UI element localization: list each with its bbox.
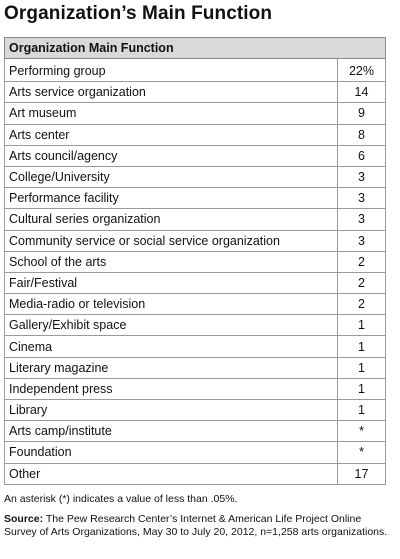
function-percent: 1 xyxy=(338,400,386,421)
function-label: Community service or social service organization xyxy=(5,230,338,251)
main-function-table xyxy=(4,37,386,485)
table-row xyxy=(5,357,386,378)
table-row xyxy=(5,315,386,336)
function-label: Performing group xyxy=(5,59,338,82)
table-row xyxy=(5,145,386,166)
page-title: Organization’s Main Function xyxy=(4,3,273,24)
function-percent: 2 xyxy=(338,272,386,293)
function-percent: 9 xyxy=(338,103,386,124)
function-label: College/University xyxy=(5,166,338,187)
function-percent: 1 xyxy=(338,357,386,378)
function-percent: 17 xyxy=(338,463,386,484)
table-row xyxy=(5,209,386,230)
asterisk-note: An asterisk (*) indicates a value of less than .05%. xyxy=(4,493,238,505)
function-percent: 3 xyxy=(338,209,386,230)
table-row xyxy=(5,294,386,315)
function-percent: 1 xyxy=(338,315,386,336)
table-row xyxy=(5,82,386,103)
function-percent: * xyxy=(338,421,386,442)
function-label: Performance facility xyxy=(5,188,338,209)
function-label: Library xyxy=(5,400,338,421)
table-row xyxy=(5,251,386,272)
function-label: Arts center xyxy=(5,124,338,145)
table-row xyxy=(5,336,386,357)
function-percent: 22% xyxy=(338,59,386,82)
function-label: School of the arts xyxy=(5,251,338,272)
function-percent: 2 xyxy=(338,251,386,272)
table-row xyxy=(5,378,386,399)
source-note xyxy=(4,513,392,539)
table-row xyxy=(5,463,386,484)
function-label: Arts council/agency xyxy=(5,145,338,166)
source-text: The Pew Research Center’s Internet & American Life Project Online Survey of Arts Organizations, May 30 to July 20, 2012, n=1,258 arts organizations. xyxy=(4,513,388,538)
table-row xyxy=(5,442,386,463)
function-percent: 1 xyxy=(338,336,386,357)
function-label: Arts camp/institute xyxy=(5,421,338,442)
table-row xyxy=(5,188,386,209)
table-row xyxy=(5,400,386,421)
table-row xyxy=(5,166,386,187)
table-row xyxy=(5,103,386,124)
function-label: Cinema xyxy=(5,336,338,357)
table-row xyxy=(5,272,386,293)
function-percent: * xyxy=(338,442,386,463)
function-percent: 1 xyxy=(338,378,386,399)
table-row xyxy=(5,59,386,82)
function-label: Other xyxy=(5,463,338,484)
function-percent: 2 xyxy=(338,294,386,315)
function-label: Fair/Festival xyxy=(5,272,338,293)
function-label: Independent press xyxy=(5,378,338,399)
table-body xyxy=(5,59,386,485)
function-label: Arts service organization xyxy=(5,82,338,103)
function-label: Literary magazine xyxy=(5,357,338,378)
function-label: Media-radio or television xyxy=(5,294,338,315)
function-percent: 3 xyxy=(338,166,386,187)
table-header: Organization Main Function xyxy=(5,38,386,59)
function-label: Cultural series organization xyxy=(5,209,338,230)
table-row xyxy=(5,421,386,442)
function-label: Art museum xyxy=(5,103,338,124)
function-percent: 14 xyxy=(338,82,386,103)
function-label: Gallery/Exhibit space xyxy=(5,315,338,336)
table-row xyxy=(5,124,386,145)
table-row xyxy=(5,230,386,251)
table-header-row xyxy=(5,38,386,59)
function-percent: 3 xyxy=(338,230,386,251)
function-percent: 6 xyxy=(338,145,386,166)
source-label: Source: xyxy=(4,513,44,525)
function-percent: 8 xyxy=(338,124,386,145)
function-label: Foundation xyxy=(5,442,338,463)
function-percent: 3 xyxy=(338,188,386,209)
